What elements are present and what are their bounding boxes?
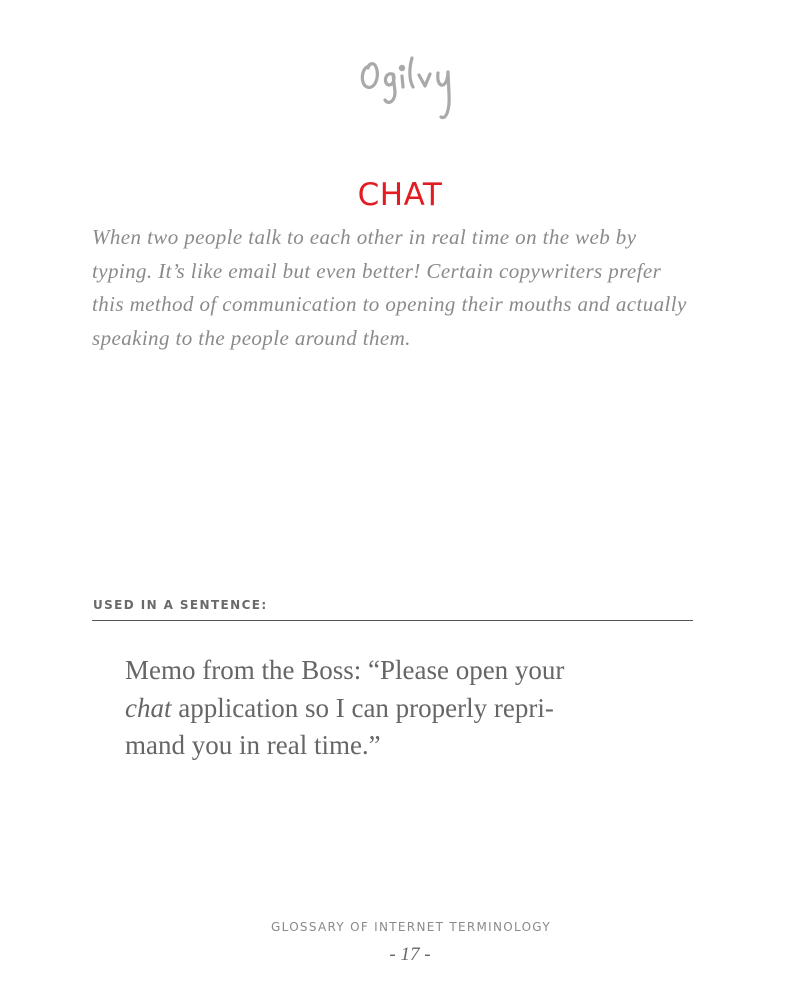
page-number: - 17 - <box>389 944 431 965</box>
definition-line: this method of communication to opening their mouths and actually <box>92 292 687 316</box>
definition-line: speaking to the people around them. <box>92 325 411 350</box>
term-definition <box>92 221 712 355</box>
footer-book-title: GLOSSARY OF INTERNET TERMINOLOGY <box>271 920 551 934</box>
example-sentence <box>125 652 685 765</box>
sentence-text: application so I can properly repri- <box>171 692 554 723</box>
ogilvy-signature-logo <box>355 50 465 125</box>
definition-line: typing. It’s like email but even better! Certain copywriters prefer <box>92 258 662 283</box>
sentence-line: Memo from the Boss: “Please open your <box>125 655 565 685</box>
term-emphasis: chat <box>125 692 172 723</box>
usage-section-heading: USED IN A SENTENCE: <box>93 598 268 612</box>
glossary-term-title: CHAT <box>357 176 443 213</box>
sentence-line: mand you in real time.” <box>125 730 381 760</box>
definition-line: When two people talk to each other in real time on the web by <box>92 225 637 249</box>
sentence-line <box>125 690 685 728</box>
section-divider <box>92 620 693 621</box>
